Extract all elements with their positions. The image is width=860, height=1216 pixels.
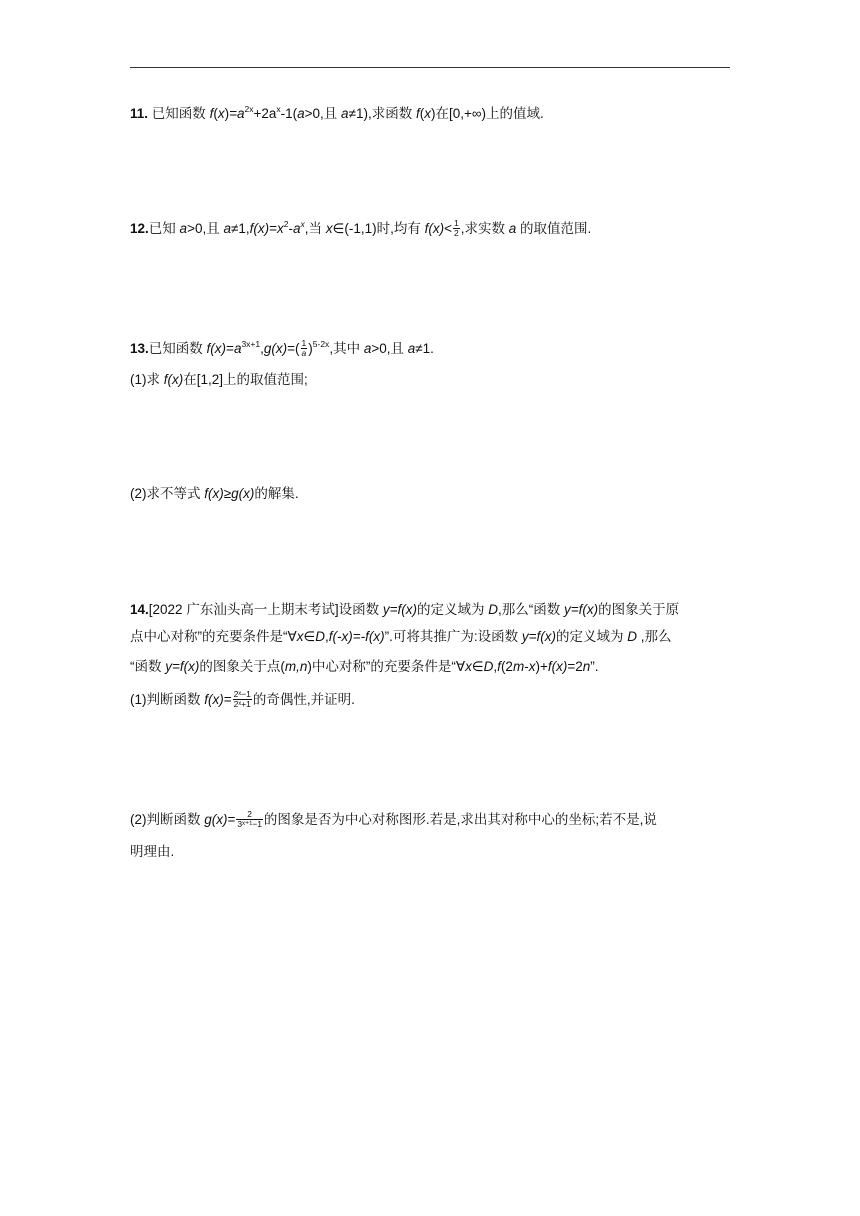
var: a [407,341,416,356]
exponent: 3x+1 [241,339,261,349]
text: ,那么 [637,629,672,644]
fraction [301,339,308,358]
denominator: 3ˣ⁺¹−1 [237,818,262,829]
text: ”. [590,659,599,674]
text: 的图象关于原 [598,602,680,617]
text: 已知 [148,221,180,236]
text: ≠1. [415,341,434,356]
var: x [528,659,536,674]
numerator: 1 [453,217,459,228]
text: 的奇偶性,并证明. [252,692,355,707]
var: x [296,629,304,644]
expr: ≥ [223,486,232,501]
question-14-part-1 [130,690,730,710]
text: 设函数 [338,602,383,617]
fraction [453,219,460,238]
expr: y=f(x) [521,629,557,644]
expr: f(x) [249,221,270,236]
expr: (2 [500,659,513,674]
question-14-line-3 [130,657,730,677]
var: a [293,221,301,236]
text: ∈(-1,1)时,均有 [332,221,425,236]
var: a [297,106,305,121]
expr: g(x) [204,812,228,827]
var: a [341,106,349,121]
text: ,其中 [329,341,364,356]
text: 的图象关于点( [199,659,285,674]
question-number: 11. [130,106,149,121]
text: 已知函数 [151,106,210,121]
text: >0,且 [371,341,408,356]
text: ,求实数 [460,221,509,236]
var: D [627,629,638,644]
var: a [233,341,242,356]
text: 的图象是否为中心对称图形.若是,求出其对称中心的坐标;若不是,说 [263,812,657,827]
text: 的解集. [254,486,299,501]
var: x [465,659,472,674]
expr: f(x) [424,221,445,236]
text: 明理由. [130,844,175,859]
var: D [315,629,325,644]
question-14-part-2 [130,810,730,830]
question-12 [130,219,730,239]
exponent: 2 [283,219,289,229]
expr: y=f(x) [564,602,599,617]
numerator: 1 [301,337,307,348]
expr: = [226,341,234,356]
question-14-part-2-cont [130,842,730,862]
text: (2)求不等式 [130,486,205,501]
denominator: 2ˣ+1 [233,698,251,709]
var: x [277,221,284,236]
var: n [582,659,591,674]
var: a [223,221,231,236]
text: >0,且 [304,106,342,121]
question-13 [130,339,730,359]
text: “函数 [130,659,166,674]
expr: - [524,659,529,674]
var: f [415,106,420,121]
expr: f(x) [163,372,184,387]
expr: - [288,221,294,236]
denominator: 2 [453,227,459,238]
expr: ) [308,341,313,356]
exponent: 2x [244,104,254,114]
denominator: a [301,347,307,358]
text: ∈ [303,629,316,644]
expr: f(x) [206,341,227,356]
var: a [363,341,372,356]
text: ≠1, [230,221,250,236]
text: >0,且 [187,221,224,236]
expr: f(-x)=-f(x) [328,629,385,644]
exponent: x [276,104,281,114]
text: ”.可将其推广为:设函数 [384,629,522,644]
text: 在[0,+∞)上的值域. [435,106,544,121]
text: 的定义域为 [416,602,489,617]
question-number: 13. [130,341,149,356]
var: a [179,221,188,236]
exponent: x [300,219,305,229]
text: ∈ [471,659,484,674]
expr: f(x) [204,486,224,501]
question-number: 12. [130,221,149,236]
text: , [325,629,329,644]
text: ,当 [304,221,326,236]
text: )中心对称”的充要条件是“∀ [307,659,466,674]
expr: = [227,812,236,827]
expr: f(x) [204,692,224,707]
source-tag: [2022 广东汕头高一上期末考试] [148,602,339,617]
var: m [512,659,525,674]
fraction [236,810,263,829]
question-number: 14. [130,602,149,617]
question-11: 11. 已知函数 $f(x)=a^{2x}+2a^x-1(a>0$,且 a≠1),求函数 f(x)在[0,+∞)上的值域. [130,104,544,121]
question-13-part-2 [130,484,730,504]
text: 在[1,2]上的取值范围; [183,372,308,387]
var: x [325,221,333,236]
numerator: 2ˣ−1 [233,688,251,699]
text: 的定义域为 [556,629,628,644]
expr: y=f(x) [165,659,200,674]
var: D [488,602,498,617]
var: D [483,659,494,674]
expr: g(x) [231,486,255,501]
numerator: 2 [236,810,263,820]
var: a [508,221,517,236]
expr: g(x) [263,341,288,356]
var: x [217,106,225,121]
expr: y=f(x) [382,602,417,617]
text: 的取值范围. [516,221,592,236]
expr: =a [229,106,245,121]
exponent: 5-2x [312,339,330,349]
expr: =2 [567,659,583,674]
expr: < [444,221,452,236]
expr: =( [287,341,300,356]
var: f [209,106,214,121]
text: , [493,659,498,674]
expr: )+ [535,659,548,674]
expr: m,n [284,659,308,674]
fraction [233,690,252,709]
text: ,那么“函数 [498,602,564,617]
question-13-part-1 [130,370,730,390]
expr: , [260,341,264,356]
text: (1)求 [130,372,164,387]
var: x [424,106,431,121]
expr: = [269,221,278,236]
question-14-line-2 [130,627,730,647]
var: f [497,659,501,674]
header-rule [130,67,730,68]
text: ≠1),求函数 [348,106,416,121]
question-14-line-1 [130,600,730,620]
text: 已知函数 [148,341,207,356]
text: 点中心对称”的充要条件是“∀ [130,629,297,644]
expr: +2a [253,106,277,121]
expr: f(x) [547,659,568,674]
expr: = [223,692,232,707]
expr: -1( [280,106,298,121]
text: (2)判断函数 [130,812,205,827]
text: (1)判断函数 [130,692,205,707]
